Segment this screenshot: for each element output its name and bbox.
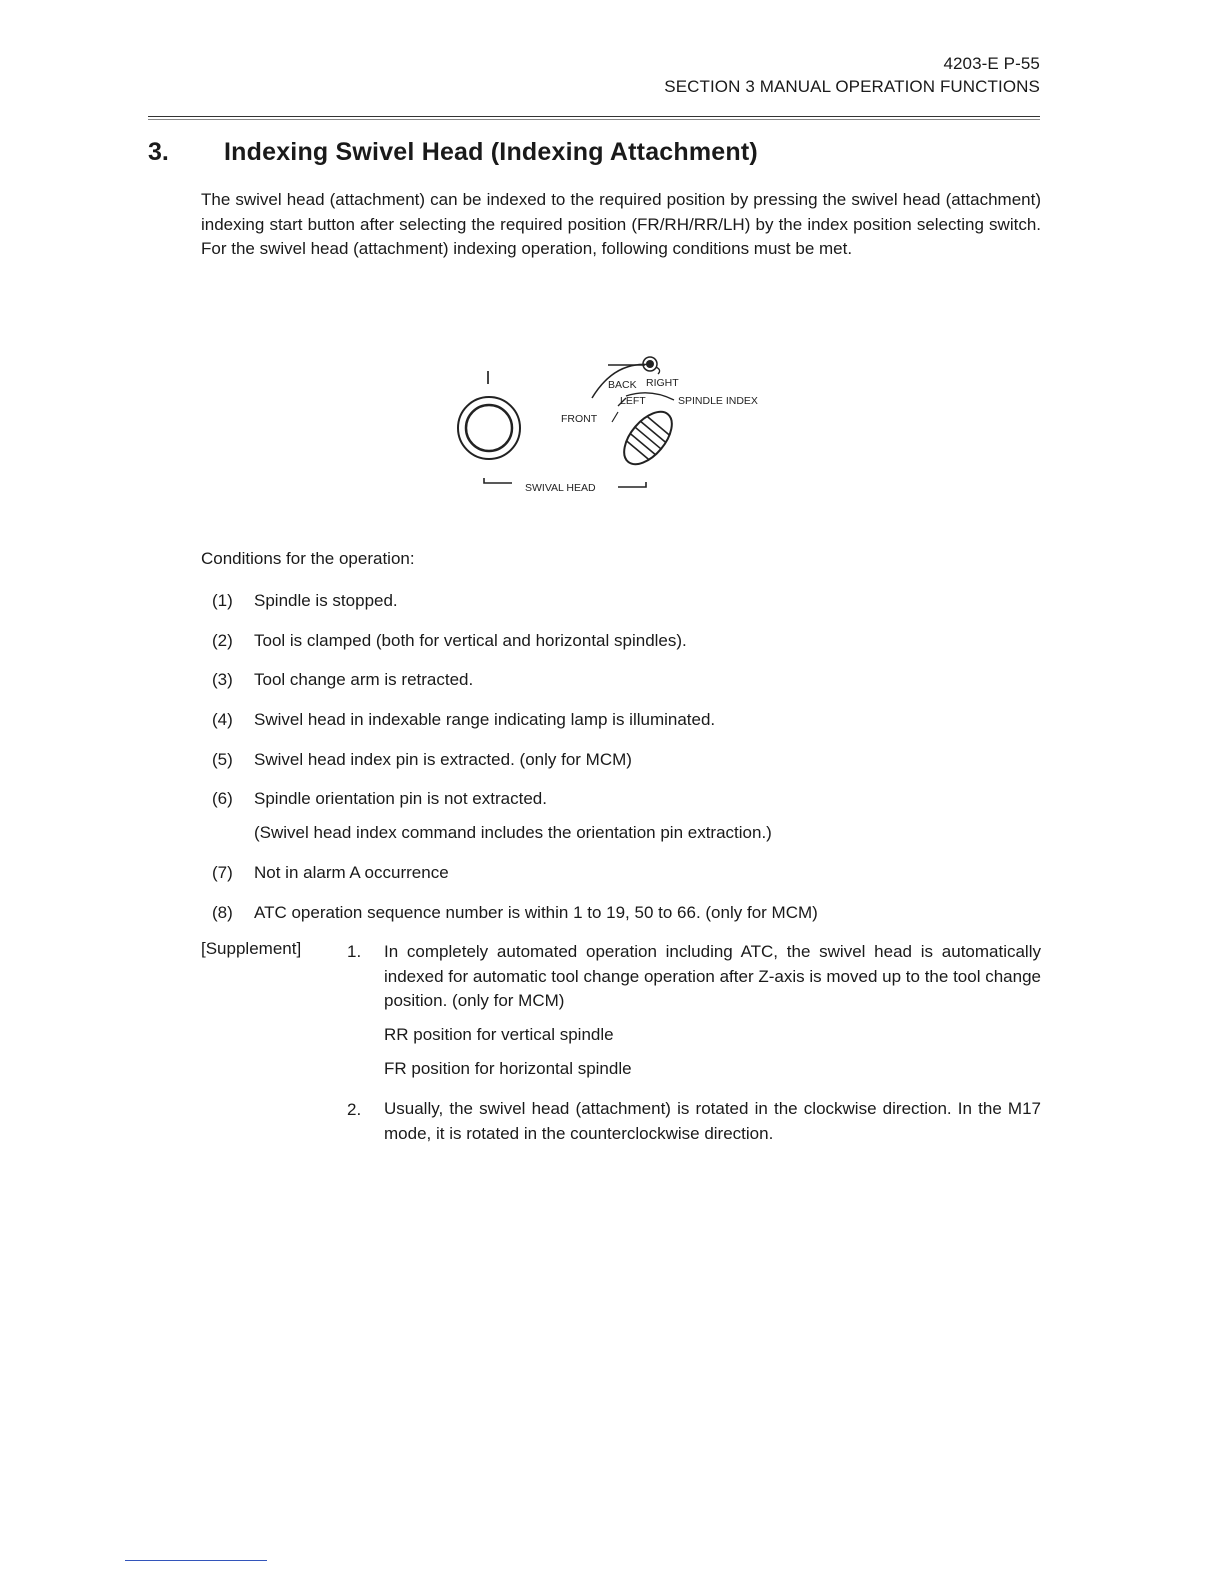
condition-number: (1) (212, 591, 233, 610)
section-header-title: SECTION 3 MANUAL OPERATION FUNCTIONS (664, 77, 1040, 96)
supplement-line: FR position for horizontal spindle (384, 1059, 632, 1078)
section-title: Indexing Swivel Head (Indexing Attachment) (224, 138, 758, 166)
label-back: BACK (608, 379, 637, 391)
section-number: 3. (148, 138, 169, 166)
condition-text: ATC operation sequence number is within 1 to 19, 50 to 66. (only for MCM) (254, 903, 818, 922)
condition-text: Not in alarm A occurrence (254, 863, 449, 882)
condition-number: (5) (212, 750, 233, 769)
condition-text: Spindle orientation pin is not extracted. (254, 789, 547, 808)
swivel-head-panel-diagram (440, 350, 780, 500)
condition-number: (2) (212, 631, 233, 650)
page-header (664, 52, 1040, 98)
page-code: 4203-E P-55 (943, 54, 1040, 73)
condition-item (212, 631, 687, 651)
index-position-selector-knob-icon (615, 403, 681, 472)
supplement-line: RR position for vertical spindle (384, 1025, 614, 1044)
label-spindle-index: SPINDLE INDEX (678, 395, 758, 407)
supplement-number: 1. (347, 942, 362, 961)
conditions-label: Conditions for the operation: (201, 549, 415, 568)
supplement-label: [Supplement] (201, 939, 302, 958)
condition-text: Spindle is stopped. (254, 591, 398, 610)
header-rule (148, 116, 1040, 117)
condition-item (212, 670, 473, 690)
condition-text: Tool is clamped (both for vertical and horizontal spindles). (254, 631, 687, 650)
condition-item (212, 750, 632, 770)
condition-number: (4) (212, 710, 233, 729)
condition-item (212, 710, 715, 730)
supplement-text: In completely automated operation including ATC, the swivel head is automatically indexed for automatic tool change operation after Z-axis is moved up to the tool change position. (only for MCM) (384, 942, 1041, 1010)
condition-item (212, 863, 449, 883)
condition-item (212, 789, 547, 809)
condition-note: (Swivel head index command includes the orientation pin extraction.) (254, 823, 772, 842)
condition-text: Swivel head index pin is extracted. (only for MCM) (254, 750, 632, 769)
label-swival-head: SWIVAL HEAD (525, 482, 596, 494)
condition-item (212, 903, 818, 923)
condition-text: Swivel head in indexable range indicating lamp is illuminated. (254, 710, 716, 729)
condition-number: (3) (212, 670, 233, 689)
label-left: LEFT (620, 395, 646, 407)
supplement-number: 2. (347, 1100, 362, 1119)
supplement-text: Usually, the swivel head (attachment) is rotated in the clockwise direction. In the M17 mode, it is rotated in the counterclockwise direction. (384, 1099, 1041, 1143)
footer-rule (125, 1560, 267, 1561)
index-start-button-icon (458, 397, 520, 459)
condition-number: (6) (212, 789, 233, 808)
condition-number: (8) (212, 903, 233, 922)
intro-paragraph: The swivel head (attachment) can be indexed to the required position by pressing the swivel head (attachment) indexing start button after selecting the required position (FR/RH/RR/LH) by the index position selecting switch. For the swivel head (attachment) indexing operation, following conditions must be met. (201, 190, 1041, 258)
condition-text: Tool change arm is retracted. (254, 670, 474, 689)
label-right: RIGHT (646, 377, 679, 389)
start-mark: I (485, 368, 491, 388)
indicator-lamp-icon (643, 357, 660, 374)
label-front: FRONT (561, 413, 598, 425)
condition-item (212, 591, 398, 611)
condition-number: (7) (212, 863, 233, 882)
header-rule-secondary (148, 119, 1040, 120)
